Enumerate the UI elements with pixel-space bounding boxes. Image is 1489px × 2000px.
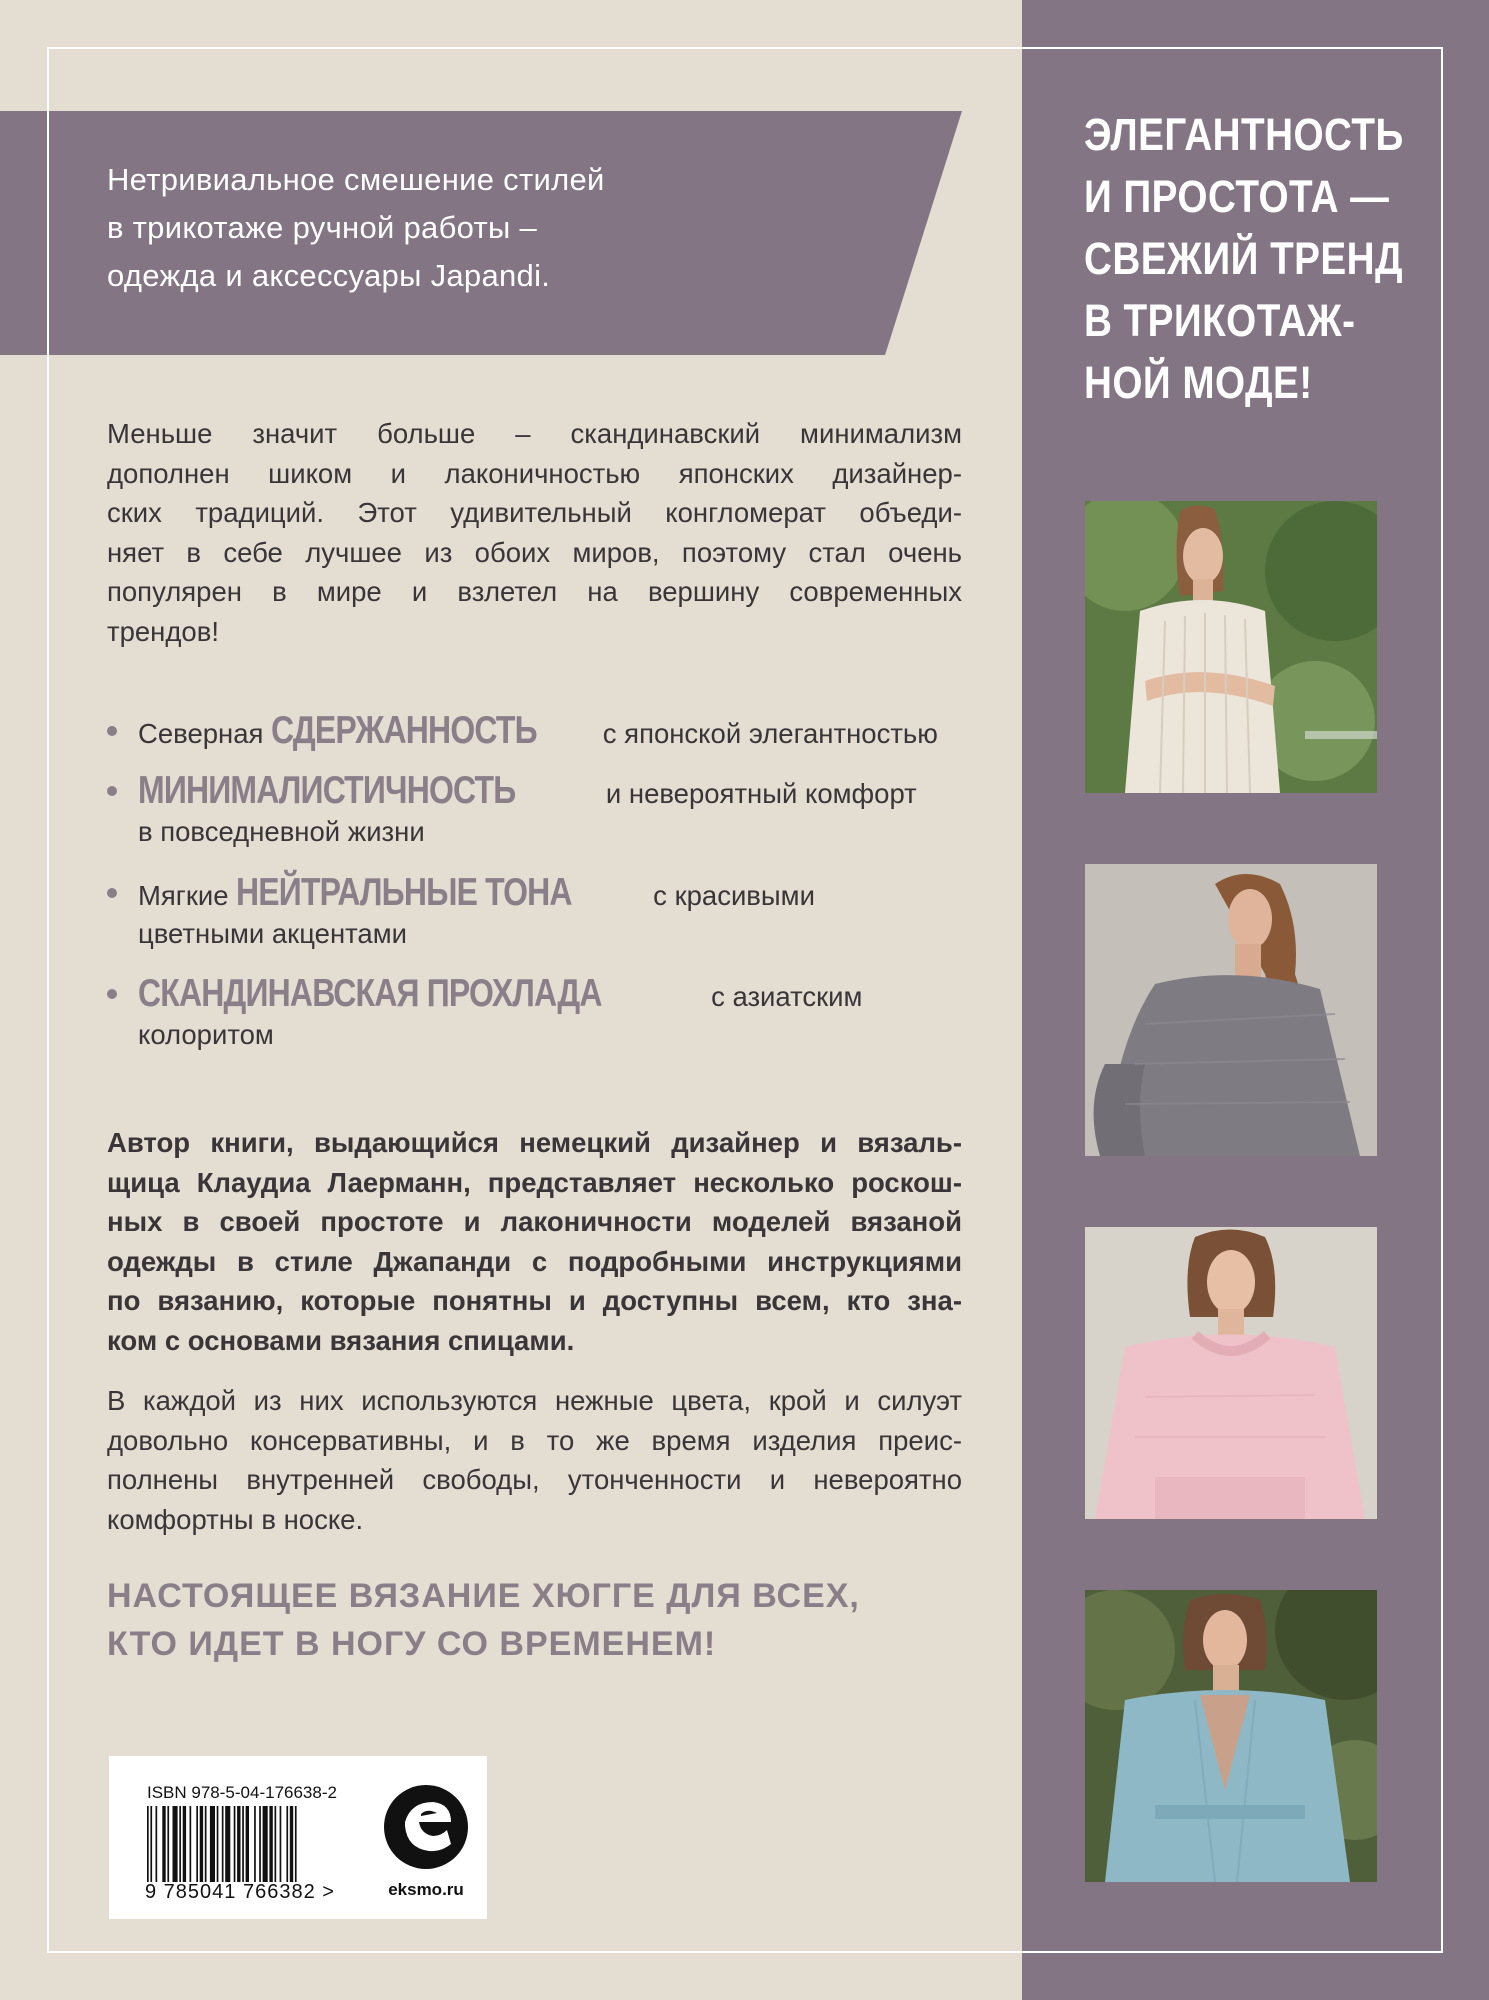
intro-line: ских традиций. Этот удивительный конгломерат объеди- bbox=[107, 497, 962, 528]
barcode-bar bbox=[246, 1806, 249, 1882]
isbn-text: ISBN 978-5-04-176638-2 bbox=[147, 1783, 337, 1802]
barcode-bar bbox=[179, 1806, 181, 1882]
feature-text-line2: колоритом bbox=[138, 1019, 274, 1050]
intro-line: дополнен шиком и лаконичностью японских дизайнер- bbox=[107, 457, 962, 489]
feature-text: и невероятный комфорт bbox=[598, 778, 917, 809]
author-line: щица Клаудиа Лаерманн, представляет несколько роскош- bbox=[107, 1166, 962, 1198]
bullet-dot bbox=[107, 888, 117, 898]
barcode-bar bbox=[269, 1806, 272, 1882]
description-line: В каждой из них используются нежные цвета, крой и силуэт bbox=[107, 1385, 962, 1416]
banner-line: Нетривиальное смешение стилей bbox=[107, 162, 605, 197]
author-line: Автор книги, выдающийся немецкий дизайнер и вязаль- bbox=[107, 1127, 962, 1158]
author-line: ком с основами вязания спицами. bbox=[107, 1324, 575, 1356]
intro-line: популярен в мире и взлетел на вершину современных bbox=[107, 576, 962, 607]
barcode-number: 9 785041 766382 > bbox=[145, 1881, 335, 1903]
bullet-dot bbox=[107, 989, 117, 999]
right-title-line: СВЕЖИЙ ТРЕНД bbox=[1084, 233, 1404, 284]
feature-highlight: НЕЙТРАЛЬНЫЕ ТОНА bbox=[236, 871, 572, 914]
grey-sweater-photo bbox=[1085, 864, 1377, 1156]
feature-text: Северная bbox=[138, 718, 272, 749]
white-knit-vest-photo bbox=[1085, 501, 1377, 793]
feature-highlight: СКАНДИНАВСКАЯ ПРОХЛАДА bbox=[138, 972, 602, 1015]
feature-item bbox=[107, 871, 987, 953]
description-line: полнены внутренней свободы, утонченности и невероятно bbox=[107, 1464, 962, 1495]
barcode-bar bbox=[225, 1806, 230, 1882]
publisher-site: eksmo.ru bbox=[388, 1880, 464, 1899]
author-line: ных в своей простоте и лаконичности моделей вязаной bbox=[107, 1206, 962, 1237]
feature-text-line2: в повседневной жизни bbox=[138, 816, 425, 847]
barcode-bar bbox=[196, 1806, 198, 1882]
barcode-bar bbox=[222, 1806, 224, 1882]
feature-text: с японской элегантностью bbox=[595, 718, 938, 749]
barcode-bar bbox=[263, 1806, 268, 1882]
barcode-bar bbox=[295, 1806, 297, 1882]
feature-text: с красивыми bbox=[645, 880, 815, 911]
eksmo-logo-icon bbox=[381, 1780, 471, 1875]
feature-highlight: МИНИМАЛИСТИЧНОСТЬ bbox=[138, 769, 516, 812]
intro-paragraph bbox=[107, 414, 962, 651]
barcode-bar bbox=[210, 1806, 215, 1882]
barcode-bar bbox=[200, 1806, 203, 1882]
right-title-line: В ТРИКОТАЖ- bbox=[1084, 295, 1356, 346]
intro-line: няет в себе лучшее из обоих миров, поэтому стал очень bbox=[107, 536, 962, 568]
barcode-bar bbox=[259, 1806, 261, 1882]
barcode-bar bbox=[290, 1806, 293, 1882]
barcode-bar bbox=[217, 1806, 219, 1882]
barcode-bar bbox=[173, 1806, 178, 1882]
feature-highlight: СДЕРЖАННОСТЬ bbox=[271, 709, 537, 752]
barcode-bar bbox=[280, 1806, 282, 1882]
author-line: по вязанию, которые понятны и доступны всем, кто зна- bbox=[107, 1285, 962, 1316]
description-paragraph bbox=[107, 1381, 962, 1539]
barcode-bar bbox=[162, 1806, 165, 1882]
right-title-line: ЭЛЕГАНТНОСТЬ bbox=[1084, 109, 1404, 160]
barcode-bar bbox=[147, 1806, 149, 1882]
right-title bbox=[1084, 104, 1456, 414]
barcode-bar bbox=[183, 1806, 186, 1882]
barcode-area bbox=[109, 1756, 487, 1919]
intro-line: Меньше значит больше – скандинавский минимализм bbox=[107, 418, 962, 449]
right-title-line: И ПРОСТОТА — bbox=[1084, 171, 1390, 222]
feature-item bbox=[107, 769, 987, 851]
barcode-bar bbox=[167, 1806, 169, 1882]
barcode-bar bbox=[150, 1806, 152, 1882]
bullet-dot bbox=[107, 786, 117, 796]
intro-line: трендов! bbox=[107, 615, 219, 647]
slogan-line: НАСТОЯЩЕЕ ВЯЗАНИЕ ХЮГГЕ ДЛЯ ВСЕХ, bbox=[107, 1577, 860, 1615]
banner-line: в трикотаже ручной работы – bbox=[107, 210, 538, 245]
feature-text: с азиатским bbox=[703, 981, 863, 1012]
feature-text-line2: цветными акцентами bbox=[138, 918, 407, 949]
barcode-bar bbox=[275, 1806, 277, 1882]
barcode-bar bbox=[190, 1806, 192, 1882]
blue-cardigan-photo bbox=[1085, 1590, 1377, 1882]
feature-text: Мягкие bbox=[138, 880, 237, 911]
barcode-bar bbox=[234, 1806, 236, 1882]
banner-line: одежда и аксессуары Japandi. bbox=[107, 258, 551, 293]
author-line: одежды в стиле Джапанди с подробными инструкциями bbox=[107, 1245, 962, 1277]
bullet-dot bbox=[107, 726, 117, 736]
barcode-bar bbox=[156, 1806, 158, 1882]
banner-text bbox=[107, 156, 827, 300]
description-line: комфортны в носке. bbox=[107, 1503, 364, 1535]
description-line: довольно консервативны, и в то же время изделия преис- bbox=[107, 1424, 962, 1456]
barcode-bar bbox=[205, 1806, 207, 1882]
feature-item bbox=[107, 972, 987, 1054]
feature-item bbox=[107, 709, 987, 753]
author-paragraph bbox=[107, 1123, 962, 1360]
barcode-bar bbox=[286, 1806, 288, 1882]
right-title-line: НОЙ МОДЕ! bbox=[1084, 357, 1313, 408]
slogan-line: КТО ИДЕТ В НОГУ СО ВРЕМЕНЕМ! bbox=[107, 1625, 717, 1663]
pink-sweater-photo bbox=[1085, 1227, 1377, 1519]
barcode-bars bbox=[147, 1806, 352, 1882]
slogan bbox=[107, 1572, 860, 1668]
barcode-bar bbox=[242, 1806, 244, 1882]
barcode-bar bbox=[254, 1806, 256, 1882]
barcode-bar bbox=[237, 1806, 240, 1882]
